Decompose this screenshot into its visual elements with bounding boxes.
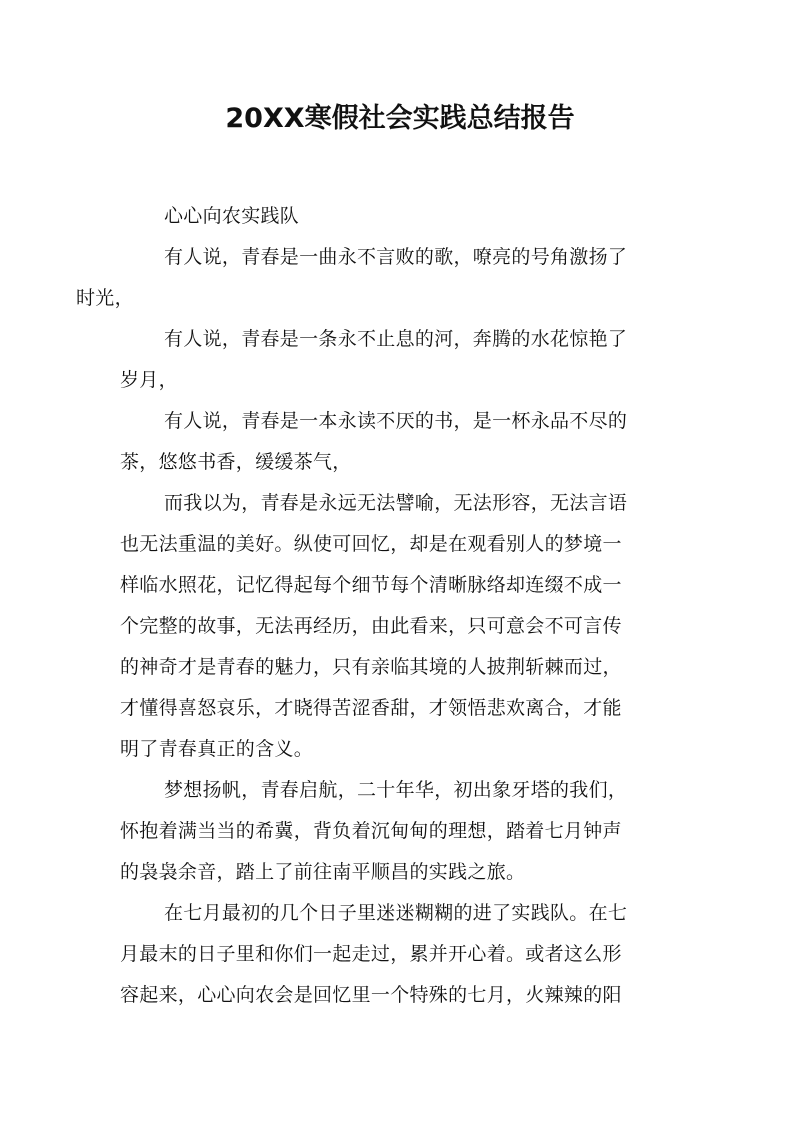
paragraph-line: 容起来，心心向农会是回忆里一个特殊的七月，火辣辣的阳 (120, 984, 622, 1006)
paragraph-line: 明了青春真正的含义。 (120, 738, 314, 760)
paragraph-line: 在七月最初的几个日子里迷迷糊糊的进了实践队。在七 (164, 902, 628, 924)
paragraph-line: 梦想扬帆，青春启航，二十年华，初出象牙塔的我们， (164, 779, 628, 801)
paragraph-6 (120, 893, 680, 1016)
paragraph-line: 而我以为，青春是永远无法譬喻，无法形容，无法言语 (164, 492, 628, 514)
paragraph-line: 的神奇才是青春的魅力，只有亲临其境的人披荆斩棘而过， (120, 656, 622, 678)
paragraph-line: 有人说，青春是一条永不止息的河，奔腾的水花惊艳了 (164, 328, 628, 350)
paragraph-line: 个完整的故事，无法再经历，由此看来，只可意会不可言传 (120, 615, 622, 637)
paragraph-4 (120, 483, 680, 770)
paragraph-line: 茶，悠悠书香，缓缓茶气， (120, 451, 352, 473)
paragraph-1 (76, 237, 680, 319)
paragraph-line: 时光， (76, 287, 134, 309)
paragraph-line: 的袅袅余音，踏上了前往南平顺昌的实践之旅。 (120, 861, 526, 883)
paragraph-line: 月最末的日子里和你们一起走过，累并开心着。或者这么形 (120, 943, 622, 965)
document-title: 20XX寒假社会实践总结报告 (225, 103, 575, 134)
paragraph-line: 也无法重温的美好。纵使可回忆，却是在观看别人的梦境一 (120, 533, 622, 555)
paragraph-line: 有人说，青春是一曲永不言败的歌，嘹亮的号角激扬了 (164, 246, 628, 268)
paragraph-5 (120, 770, 680, 893)
paragraph-2 (120, 319, 680, 401)
paragraph-3 (120, 401, 680, 483)
document-body (76, 196, 680, 1016)
paragraph-line: 岁月， (120, 369, 178, 391)
team-name: 心心向农实践队 (164, 205, 300, 227)
paragraph-line: 怀抱着满当当的希冀，背负着沉甸甸的理想，踏着七月钟声 (120, 820, 622, 842)
paragraph-line: 才懂得喜怒哀乐，才晓得苦涩香甜，才领悟悲欢离合，才能 (120, 697, 622, 719)
paragraph-line: 样临水照花，记忆得起每个细节每个清晰脉络却连缀不成一 (120, 574, 622, 596)
paragraph-line: 有人说，青春是一本永读不厌的书，是一杯永品不尽的 (164, 410, 628, 432)
